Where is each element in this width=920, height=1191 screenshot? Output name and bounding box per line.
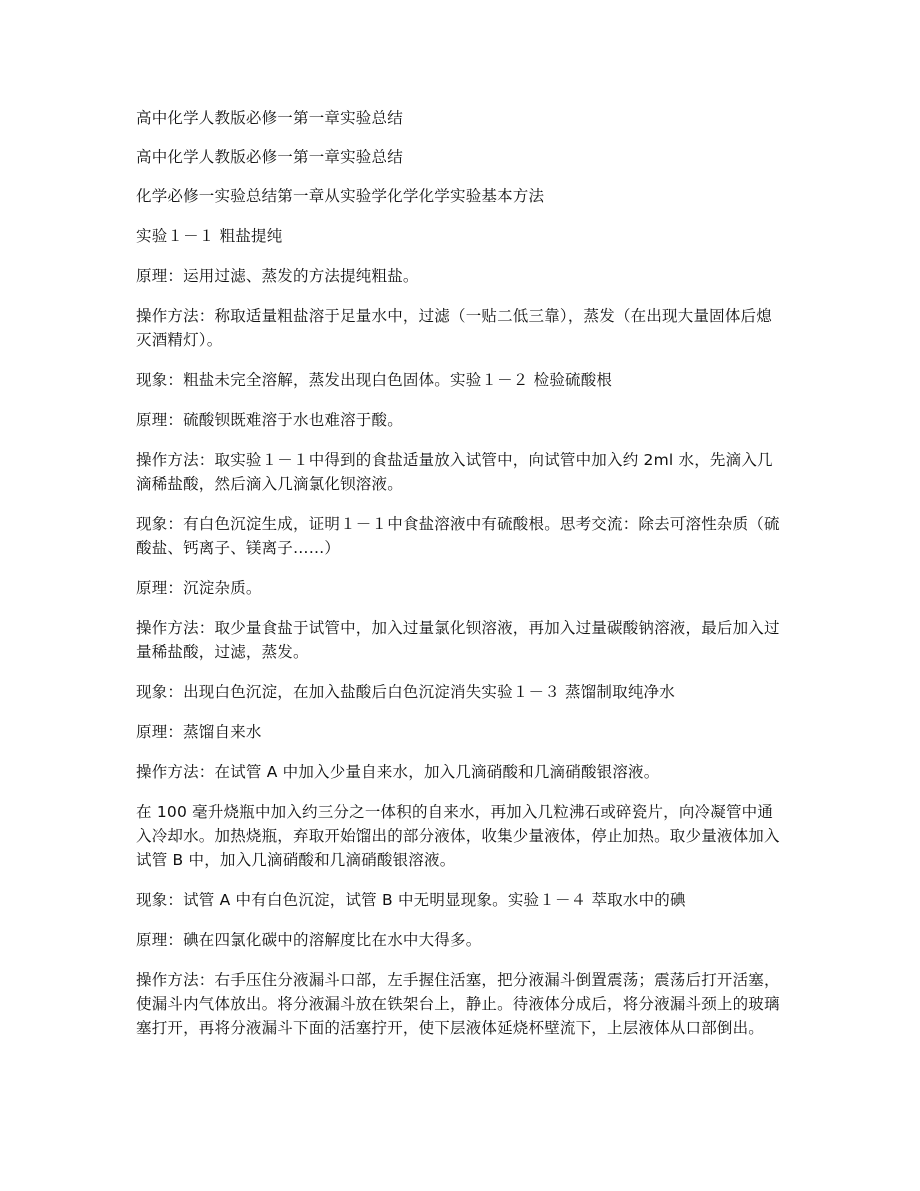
experiment-1-2-procedure: 操作方法：取实验１－１中得到的食盐适量放入试管中，向试管中加入约 2ml 水，先滴入几滴稀盐酸，然后滴入几滴氯化钡溶液。 bbox=[136, 451, 773, 493]
experiment-1-4-principle: 原理：碘在四氯化碳中的溶解度比在水中大得多。 bbox=[136, 931, 482, 949]
experiment-1-1-procedure: 操作方法：称取适量粗盐溶于足量水中，过滤（一贴二低三靠），蒸发（在出现大量固体后熄灭酒精灯）。 bbox=[136, 307, 772, 349]
experiment-1-1-heading: 实验１－１ 粗盐提纯 bbox=[136, 227, 283, 245]
experiment-1-1-phenomenon: 现象：粗盐未完全溶解，蒸发出现白色固体。实验１－２ 检验硫酸根 bbox=[136, 371, 613, 389]
experiment-1-3-procedure-b: 在 100 毫升烧瓶中加入约三分之一体积的自来水，再加入几粒沸石或碎瓷片，向冷凝管中通入冷却水。加热烧瓶，弃取开始馏出的部分液体，收集少量液体，停止加热。取少量液体加入试管 B 中，加入几滴硝酸和几滴硝酸银溶液。 bbox=[136, 803, 780, 869]
experiment-1-3-principle: 原理：蒸馏自来水 bbox=[136, 723, 262, 741]
experiment-1-1-principle: 原理：运用过滤、蒸发的方法提纯粗盐。 bbox=[136, 267, 419, 285]
impurity-procedure: 操作方法：取少量食盐于试管中，加入过量氯化钡溶液，再加入过量碳酸钠溶液，最后加入过量稀盐酸，过滤，蒸发。 bbox=[136, 619, 780, 661]
experiment-1-2-principle: 原理：硫酸钡既难溶于水也难溶于酸。 bbox=[136, 411, 403, 429]
chapter-heading: 化学必修一实验总结第一章从实验学化学化学实验基本方法 bbox=[136, 187, 545, 205]
doc-title-repeat: 高中化学人教版必修一第一章实验总结 bbox=[136, 148, 403, 166]
experiment-1-3-procedure-a: 操作方法：在试管 A 中加入少量自来水，加入几滴硝酸和几滴硝酸银溶液。 bbox=[136, 763, 660, 781]
experiment-1-4-procedure: 操作方法：右手压住分液漏斗口部，左手握住活塞，把分液漏斗倒置震荡；震荡后打开活塞，使漏斗内气体放出。将分液漏斗放在铁架台上，静止。待液体分成后，将分液漏斗颈上的玻璃塞打开，再将分液漏斗下面的活塞拧开，使下层液体延烧杯壁流下，上层液体从口部倒出。 bbox=[136, 971, 780, 1037]
impurity-phenomenon: 现象：出现白色沉淀，在加入盐酸后白色沉淀消失实验１－３ 蒸馏制取纯净水 bbox=[136, 683, 675, 701]
impurity-principle: 原理：沉淀杂质。 bbox=[136, 579, 262, 597]
experiment-1-3-phenomenon: 现象：试管 A 中有白色沉淀，试管 B 中无明显现象。实验１－４ 萃取水中的碘 bbox=[136, 891, 686, 909]
experiment-1-2-phenomenon: 现象：有白色沉淀生成，证明１－１中食盐溶液中有硫酸根。思考交流：除去可溶性杂质（硫酸盐、钙离子、镁离子……） bbox=[136, 515, 780, 557]
doc-title: 高中化学人教版必修一第一章实验总结 bbox=[136, 109, 403, 127]
document-body bbox=[136, 106, 784, 1056]
